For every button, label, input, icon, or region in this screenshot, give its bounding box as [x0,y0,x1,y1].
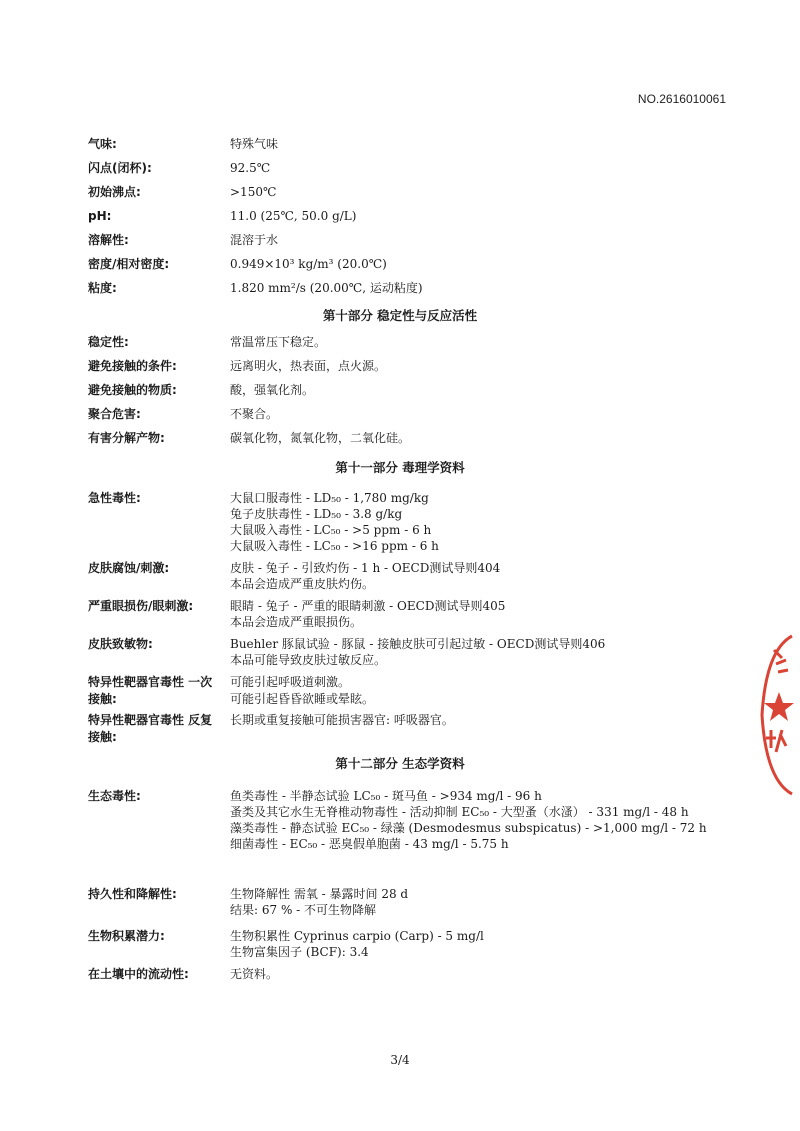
row-label: 聚合危害: [88,407,141,421]
row-label: 稳定性: [88,335,129,349]
value-line: 大鼠口服毒性 - LD₅₀ - 1,780 mg/kg [230,491,429,505]
row-value: 常温常压下稳定。 [230,335,327,349]
document-number: NO.2616010061 [637,92,726,106]
value-line: 生物积累性 Cyprinus carpio (Carp) - 5 mg/l [230,929,484,943]
value-line: 长期或重复接触可能损害器官: 呼吸器官。 [230,713,454,727]
value-line: 结果: 67 % - 不可生物降解 [230,903,377,917]
value-line: 无资料。 [230,967,279,981]
value-line: 蚤类及其它水生无脊椎动物毒性 - 活动抑制 EC₅₀ - 大型蚤（水溞） - 331 mg/l - 48 h [230,805,689,819]
row-label: 生态毒性: [88,789,141,803]
property-value: 特殊气味 [230,137,279,151]
label-line: 接触: [88,692,117,706]
row-value: 远离明火，热表面，点火源。 [230,359,387,373]
label-line: 特异性靶器官毒性 反复 [88,713,213,727]
row-label: 持久性和降解性: [88,887,177,901]
property-value: 92.5℃ [230,161,271,175]
value-line: 生物富集因子 (BCF): 3.4 [230,945,369,959]
page-number: 3/4 [390,1053,410,1067]
row-value [230,788,740,852]
value-line: 大鼠吸入毒性 - LC₅₀ - >5 ppm - 6 h [230,523,432,537]
value-line: Buehler 豚鼠试验 - 豚鼠 - 接触皮肤可引起过敏 - OECD测试导则406 [230,637,606,651]
value-line: 藻类毒性 - 静态试验 EC₅₀ - 绿藻 (Desmodesmus subspicatus) - >1,000 mg/l - 72 h [230,821,707,835]
row-label [88,674,228,708]
row-value: 酸，强氧化剂。 [230,383,315,397]
row-value [230,636,740,668]
value-line: 本品会造成严重眼损伤。 [230,615,363,629]
row-label: 生物积累潜力: [88,929,165,943]
row-value [230,560,740,592]
row-label: 在土壤中的流动性: [88,967,189,981]
row-label: 有害分解产物: [88,431,165,445]
section-title-12: 第十二部分 生态学资料 [335,756,465,771]
row-value [230,966,740,982]
row-label: 皮肤腐蚀/刺激: [88,561,170,575]
value-line: 本品会造成严重皮肤灼伤。 [230,577,375,591]
row-label: 避免接触的物质: [88,383,177,397]
property-value: 0.949×10³ kg/m³ (20.0℃) [230,257,387,271]
property-label: 密度/相对密度: [88,257,170,271]
property-value: >150℃ [230,185,277,199]
row-label: 避免接触的条件: [88,359,177,373]
value-line: 生物降解性 需氧 - 暴露时间 28 d [230,887,409,901]
value-line: 兔子皮肤毒性 - LD₅₀ - 3.8 g/kg [230,507,403,521]
row-value [230,712,740,729]
property-value: 1.820 mm²/s (20.00℃, 运动粘度) [230,281,423,295]
row-value [230,598,740,630]
row-label: 急性毒性: [88,491,141,505]
value-line: 鱼类毒性 - 半静态试验 LC₅₀ - 斑马鱼 - >934 mg/l - 96 h [230,789,542,803]
property-label: 闪点(闭杯): [88,161,152,175]
section-title-11: 第十一部分 毒理学资料 [335,460,465,475]
row-value [230,886,740,918]
property-label: pH: [88,209,112,223]
row-label: 皮肤致敏物: [88,637,153,651]
property-value: 11.0 (25℃, 50.0 g/L) [230,209,357,223]
property-label: 溶解性: [88,233,129,247]
property-label: 初始沸点: [88,185,141,199]
row-value: 碳氧化物，氮氧化物，二氧化硅。 [230,431,411,445]
value-line: 可能引起昏昏欲睡或晕眩。 [230,692,375,706]
row-label [88,712,228,746]
row-value [230,490,740,554]
value-line: 本品可能导致皮肤过敏反应。 [230,653,387,667]
label-line: 接触: [88,730,117,744]
property-label: 粘度: [88,281,117,295]
property-value: 混溶于水 [230,233,279,247]
value-line: 皮肤 - 兔子 - 引致灼伤 - 1 h - OECD测试导则404 [230,561,501,575]
row-label: 严重眼损伤/眼刺激: [88,599,194,613]
property-label: 气味: [88,137,117,151]
section-title-10: 第十部分 稳定性与反应活性 [322,308,478,323]
label-line: 特异性靶器官毒性 一次 [88,675,213,689]
row-value [230,674,740,708]
value-line: 可能引起呼吸道刺激。 [230,675,351,689]
value-line: 细菌毒性 - EC₅₀ - 恶臭假单胞菌 - 43 mg/l - 5.75 h [230,837,509,851]
row-value [230,928,740,960]
value-line: 眼睛 - 兔子 - 严重的眼睛刺激 - OECD测试导则405 [230,599,506,613]
row-value: 不聚合。 [230,407,279,421]
value-line: 大鼠吸入毒性 - LC₅₀ - >16 ppm - 6 h [230,539,439,553]
seal-stamp-icon [752,630,800,800]
